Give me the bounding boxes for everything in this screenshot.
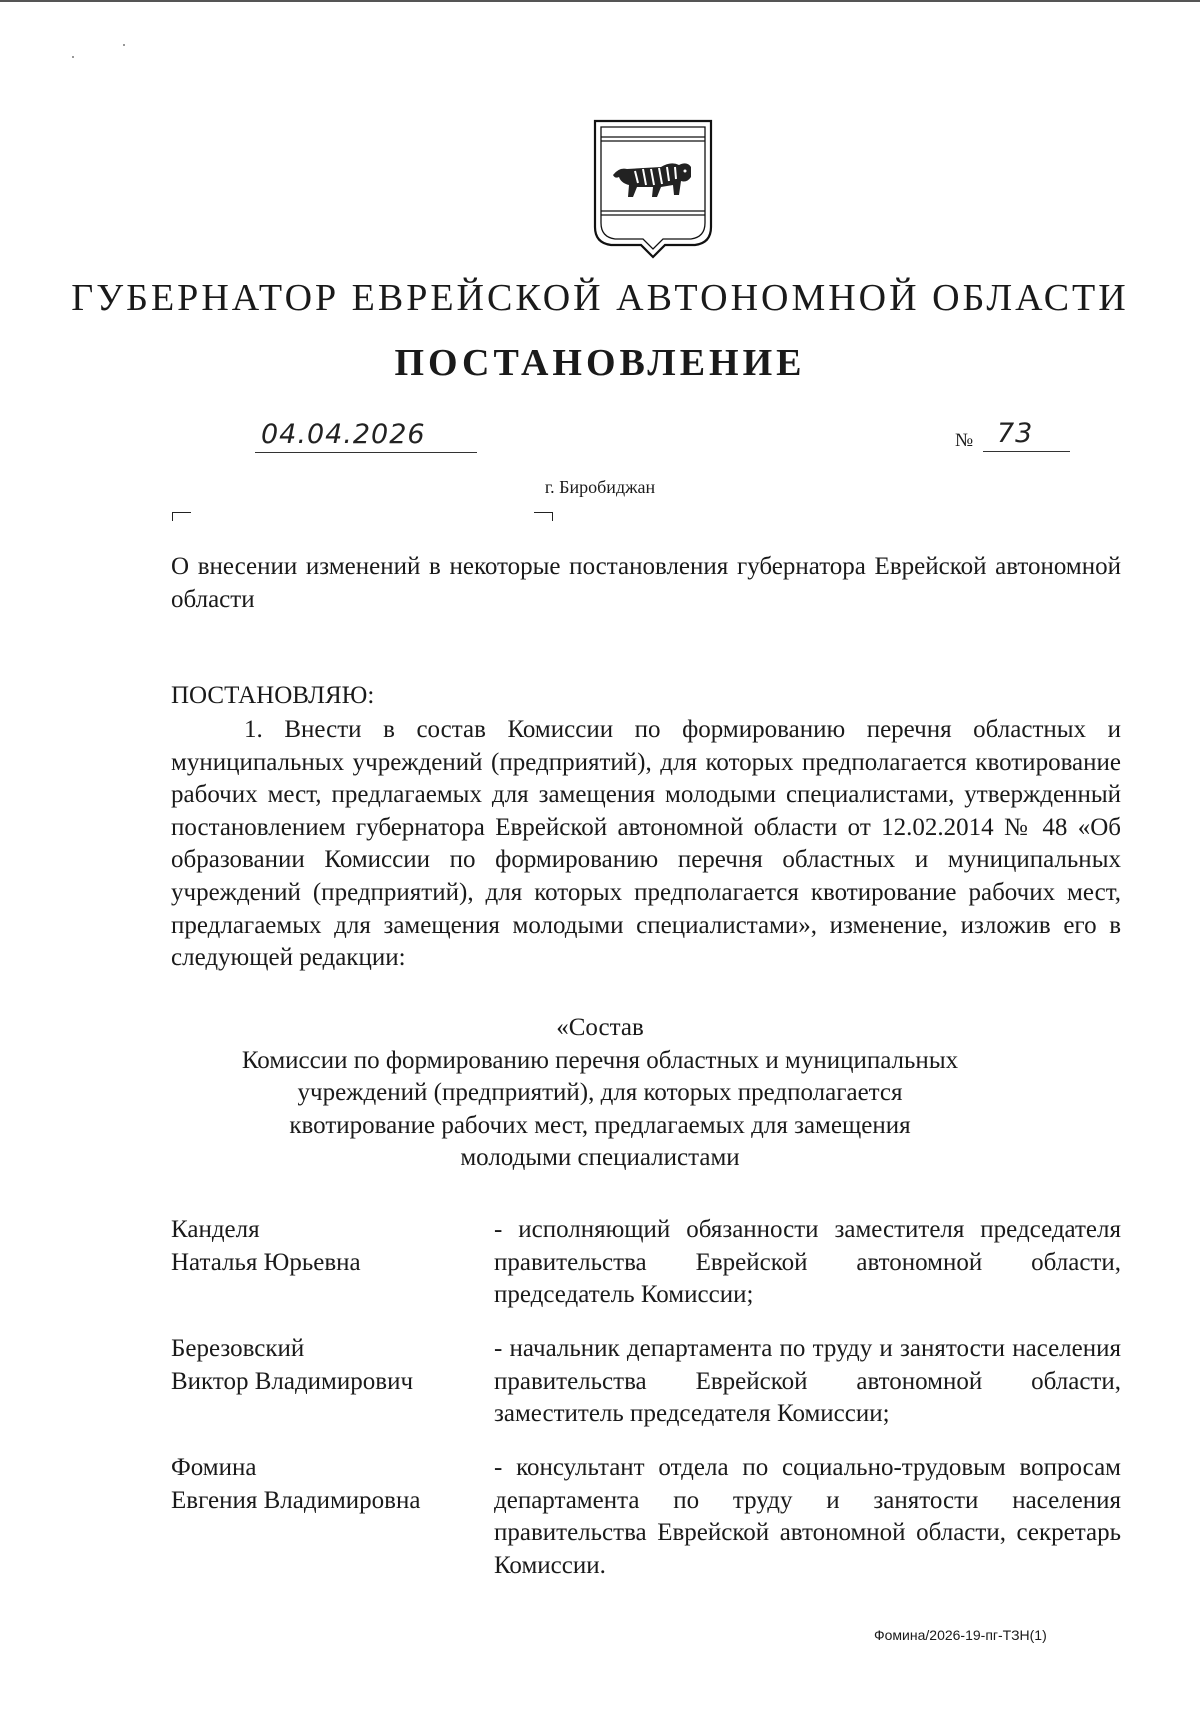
member-name — [171, 1214, 471, 1279]
subject-bracket-right — [534, 512, 553, 521]
member-given-names: Наталья Юрьевна — [171, 1248, 361, 1276]
date-field — [255, 418, 477, 453]
page-top-rule — [0, 0, 1200, 2]
member-given-names: Евгения Владимировна — [171, 1486, 421, 1514]
number-sign: № — [955, 430, 974, 451]
member-position: - начальник департамента по труду и занятости населения правительства Еврейской автономной области, заместитель председателя Комиссии; — [494, 1335, 1121, 1428]
document-subject: О внесении изменений в некоторые постановления губернатора Еврейской автономной области — [171, 553, 1121, 613]
member-surname: Березовский — [171, 1335, 305, 1362]
paragraph-1: 1. Внести в состав Комиссии по формированию перечня областных и муниципальных учреждений (предприятий), для которых предполагается квотирование рабочих мест, предлагаемых для замещения молодыми специалистами, утвержденный постановлением губернатора Еврейской автономной области от 12.02.2014 № 48 «Об образовании Комиссии по формированию перечня областных и муниципальных учреждений (предприятий), для которых предполагается квотирование рабочих мест, предлагаемых для замещения молодыми специалистами», изменение, изложив его в следующей редакции: — [171, 716, 1121, 972]
handwritten-date: 04.04.2026 — [261, 419, 426, 450]
issuing-authority: ГУБЕРНАТОР ЕВРЕЙСКОЙ АВТОНОМНОЙ ОБЛАСТИ — [71, 277, 1129, 319]
file-reference-code: Фомина/2026-19-пг-ТЗН(1) — [874, 1627, 1047, 1643]
member-given-names: Виктор Владимирович — [171, 1367, 414, 1395]
composition-title-line: Комиссии по формированию перечня областных и муниципальных — [241, 1046, 959, 1074]
composition-title — [0, 1012, 1200, 1175]
composition-title-line: учреждений (предприятий), для которых предполагается — [297, 1079, 903, 1107]
scan-speck — [123, 44, 125, 46]
coat-of-arms-emblem — [591, 117, 715, 261]
member-position: - консультант отдела по социально-трудовым вопросам департамента по труду и занятости населения правительства Еврейской автономной области, секретарь Комиссии. — [494, 1454, 1121, 1579]
scan-speck — [72, 56, 74, 58]
member-name — [171, 1452, 471, 1517]
composition-title-line: «Состав — [556, 1014, 644, 1041]
place-of-issue: г. Биробиджан — [544, 477, 656, 497]
number-field — [955, 418, 1070, 452]
member-name — [171, 1333, 471, 1398]
document-type-title: ПОСТАНОВЛЕНИЕ — [394, 342, 806, 384]
subject-bracket-left — [172, 512, 191, 521]
composition-title-line: квотирование рабочих мест, предлагаемых для замещения — [289, 1111, 911, 1139]
number-underline — [983, 417, 1070, 452]
member-surname: Канделя — [171, 1216, 260, 1243]
member-surname: Фомина — [171, 1454, 257, 1481]
decree-word: ПОСТАНОВЛЯЮ: — [171, 682, 375, 709]
member-position: - исполняющий обязанности заместителя председателя правительства Еврейской автономной области, председатель Комиссии; — [494, 1216, 1121, 1309]
handwritten-number: 73 — [997, 418, 1034, 449]
composition-title-line: молодыми специалистами — [460, 1144, 740, 1172]
